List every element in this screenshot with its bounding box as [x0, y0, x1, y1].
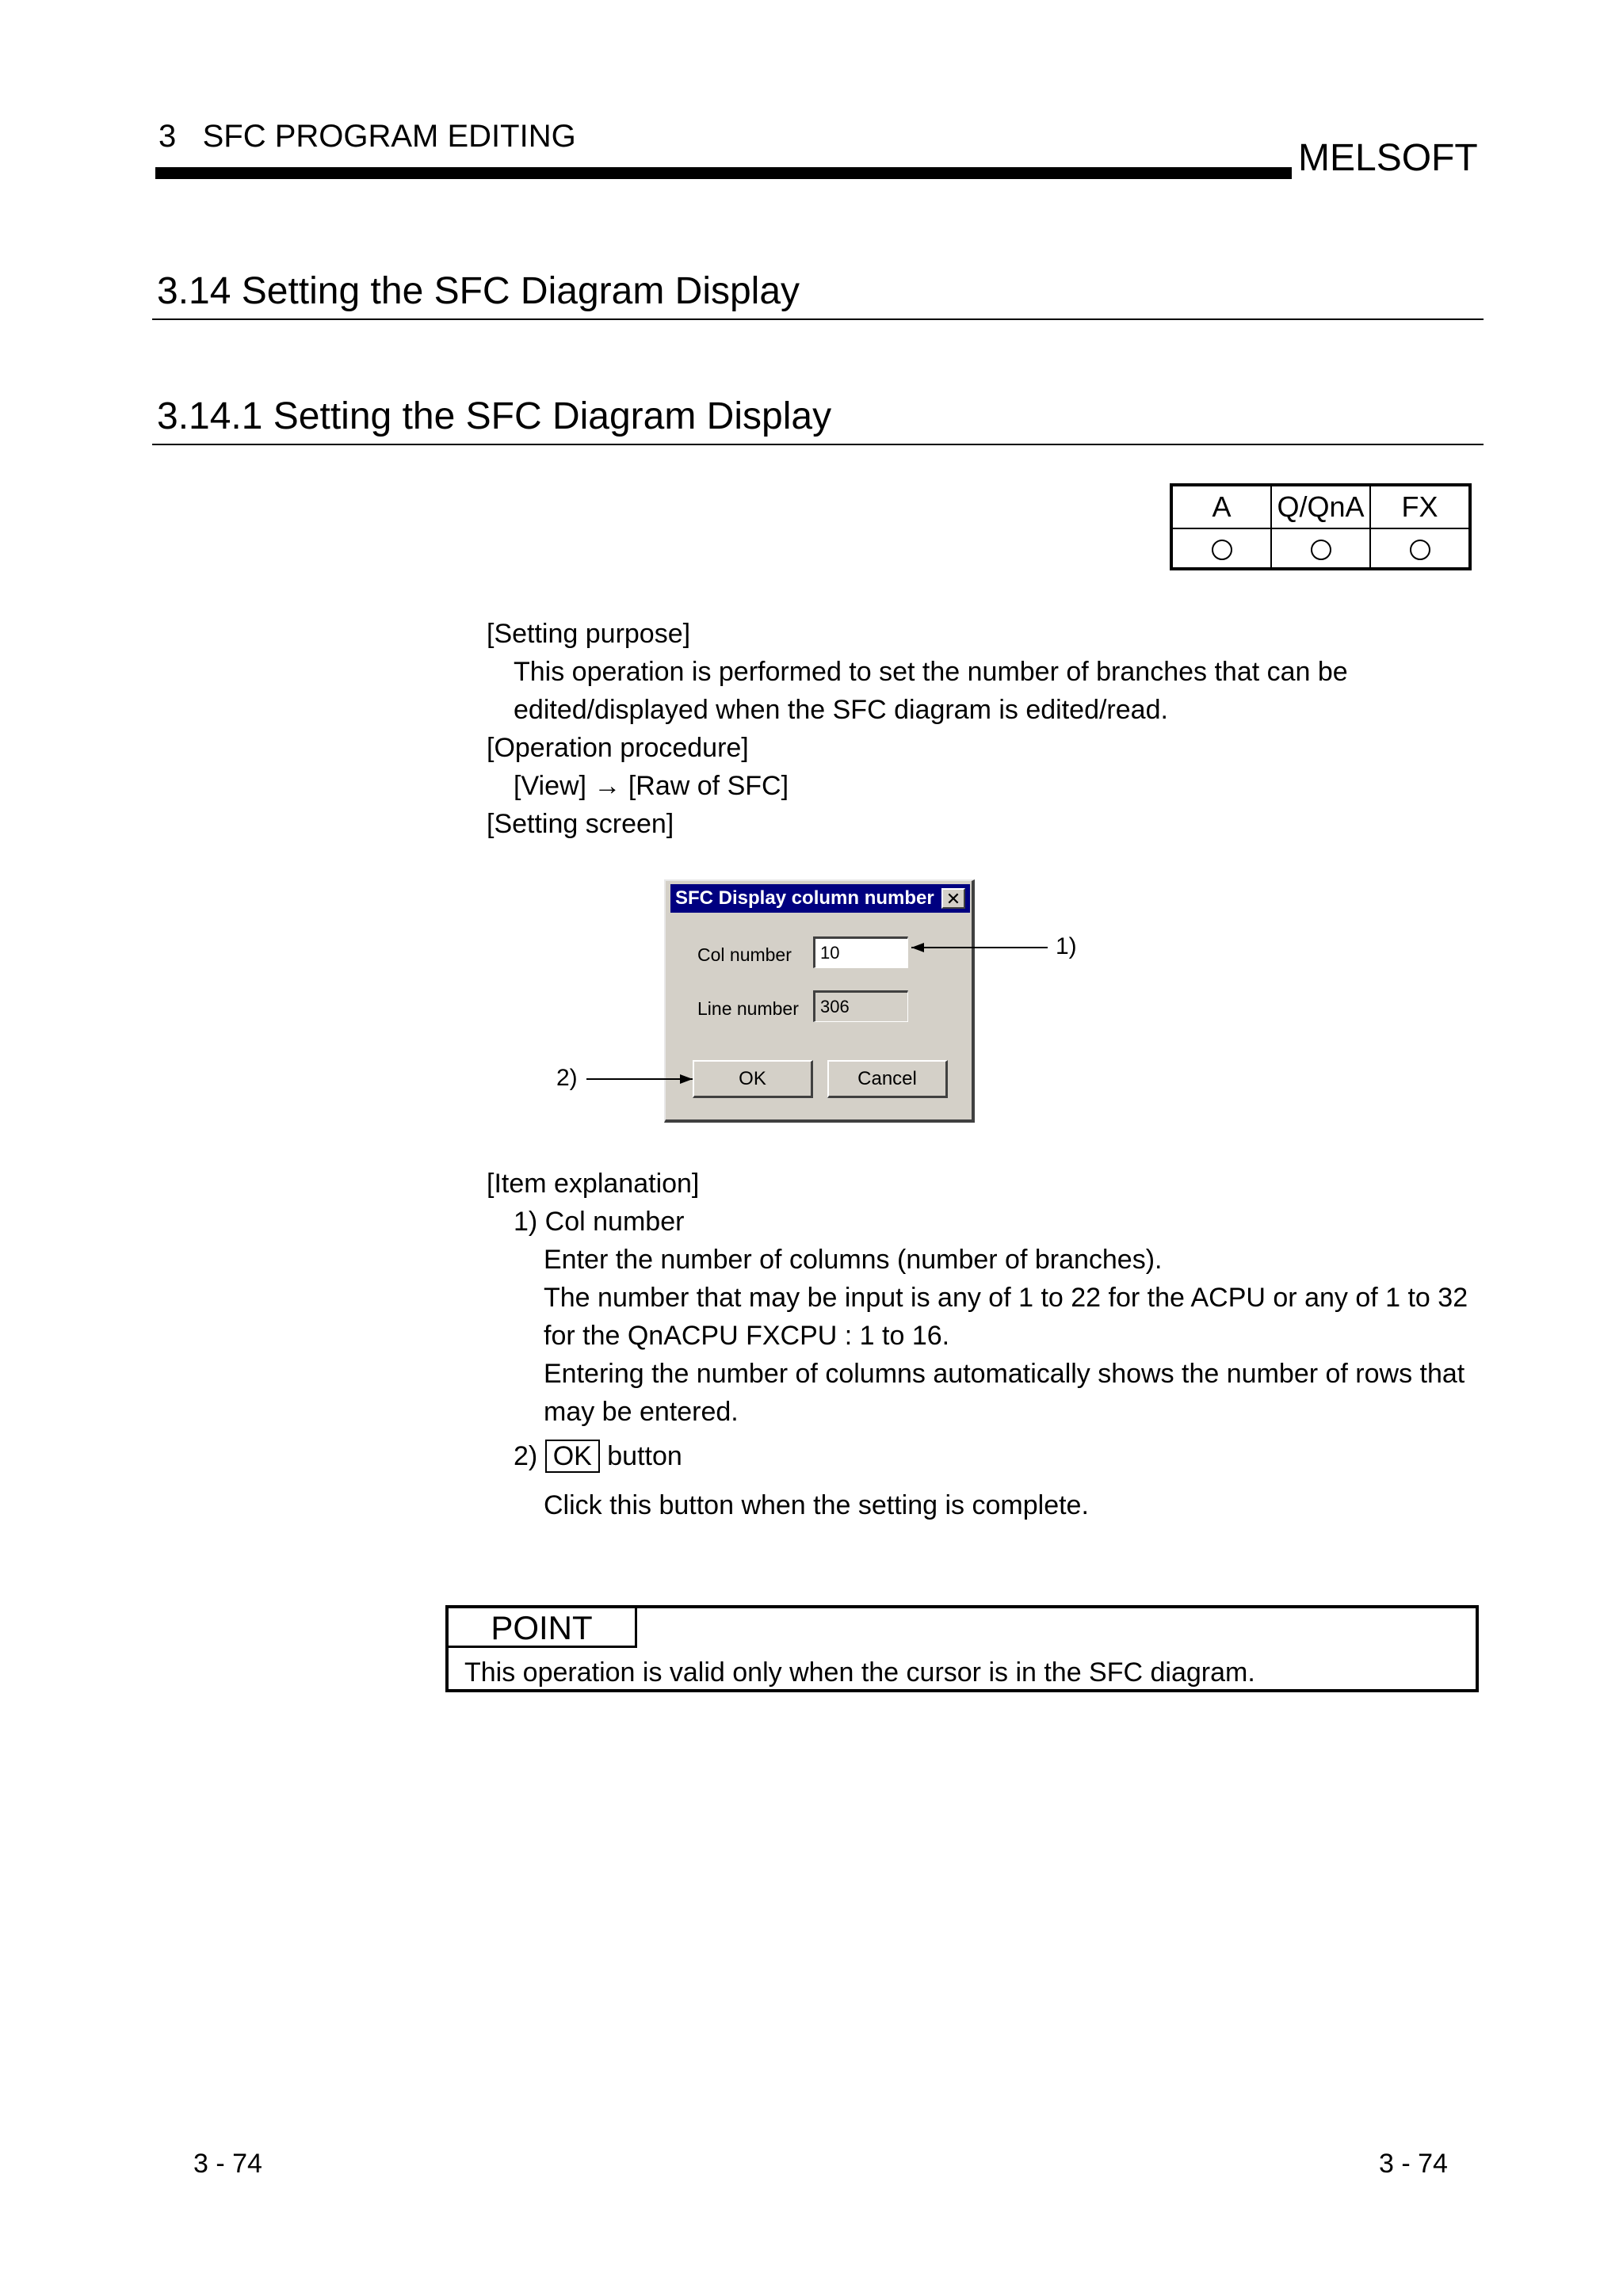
callout-arrow-1	[911, 943, 1048, 952]
item2-suffix: button	[607, 1441, 682, 1471]
page-number-right: 3 - 74	[1379, 2149, 1448, 2179]
chapter-header: 3 SFC PROGRAM EDITING	[158, 119, 576, 154]
line-number-label: Line number	[697, 998, 799, 1019]
item1-text-line: The number that may be input is any of 1 to 22 for the ACPU or any of 1 to 32	[544, 1283, 1468, 1313]
setting-purpose-heading: [Setting purpose]	[487, 619, 691, 649]
point-label: POINT	[449, 1608, 637, 1648]
item1-text-line: for the QnACPU FXCPU : 1 to 16.	[544, 1321, 950, 1351]
item2-text-line: Click this button when the setting is complete.	[544, 1490, 1089, 1520]
callout-label-2: 2)	[556, 1065, 578, 1091]
callout-arrow-2	[586, 1074, 693, 1084]
point-text: This operation is valid only when the cursor is in the SFC diagram.	[464, 1657, 1255, 1688]
operation-procedure-heading: [Operation procedure]	[487, 733, 749, 763]
purpose-text-line: edited/displayed when the SFC diagram is edited/read.	[514, 695, 1168, 725]
item1-text-line: may be entered.	[544, 1397, 739, 1427]
item2-title	[514, 1437, 682, 1475]
ok-button[interactable]: OK	[693, 1060, 813, 1098]
subsection-heading: 3.14.1 Setting the SFC Diagram Display	[157, 395, 832, 437]
compat-header-a: A	[1171, 485, 1271, 528]
compat-header-fx: FX	[1370, 485, 1470, 528]
purpose-text-line: This operation is performed to set the number of branches that can be	[514, 657, 1348, 687]
close-icon[interactable]: ✕	[941, 888, 965, 909]
brand-label: MELSOFT	[1298, 137, 1478, 179]
point-box	[445, 1605, 1479, 1692]
item2-number: 2)	[514, 1441, 538, 1471]
ok-key-box: OK	[545, 1440, 600, 1473]
item-explanation-heading: [Item explanation]	[487, 1169, 700, 1199]
cancel-button[interactable]: Cancel	[827, 1060, 948, 1098]
section-heading: 3.14 Setting the SFC Diagram Display	[157, 270, 800, 312]
operation-procedure-text: [View] → [Raw of SFC]	[514, 771, 789, 801]
page-number-left: 3 - 74	[193, 2149, 262, 2179]
compat-header-qna: Q/QnA	[1271, 485, 1370, 528]
item1-title: 1) Col number	[514, 1207, 685, 1237]
dialog-title: SFC Display column number	[675, 887, 934, 909]
item1-text-line: Entering the number of columns automatically shows the number of rows that	[544, 1359, 1465, 1389]
item1-text-line: Enter the number of columns (number of branches).	[544, 1245, 1163, 1275]
setting-screen-heading: [Setting screen]	[487, 809, 674, 839]
col-number-label: Col number	[697, 944, 792, 965]
callout-label-1: 1)	[1056, 933, 1077, 959]
